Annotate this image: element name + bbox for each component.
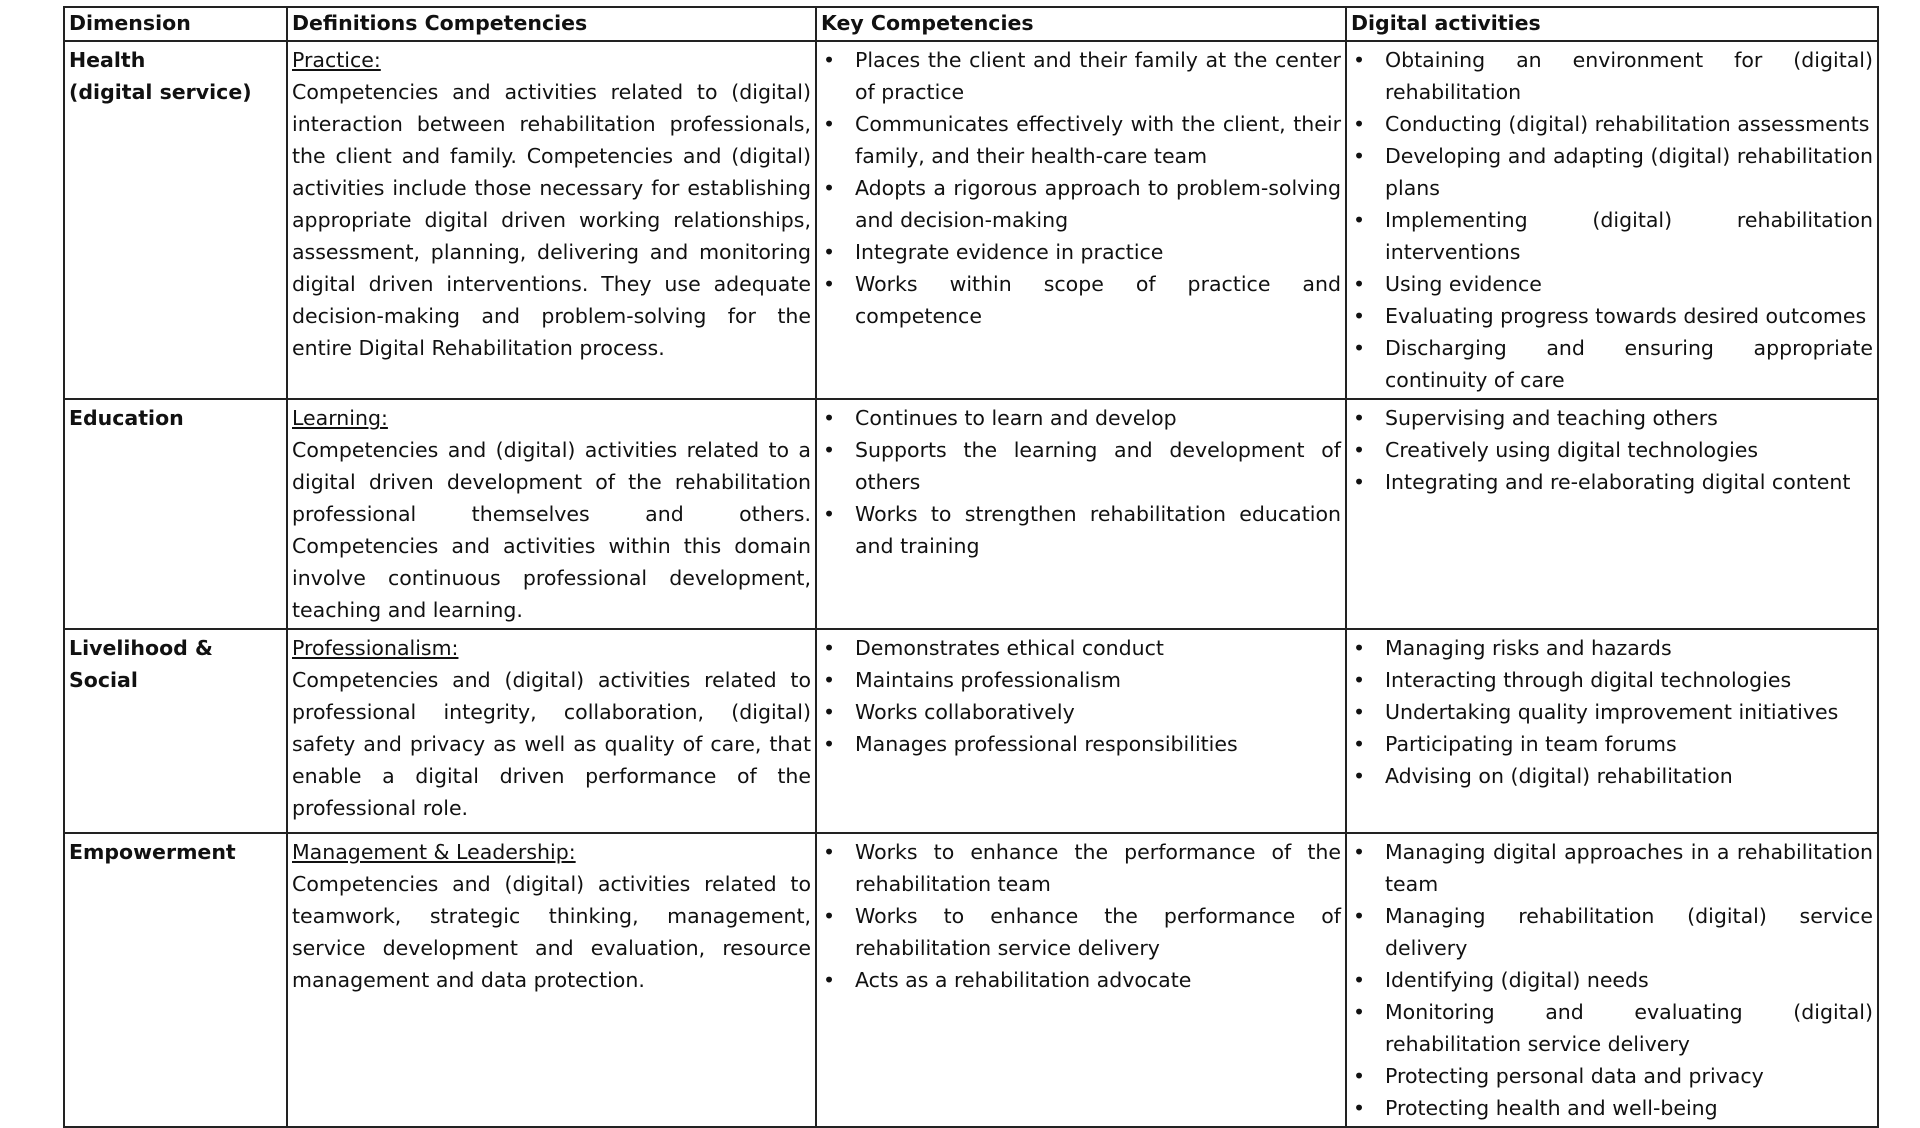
dimension-sublabel: (digital service)	[69, 80, 252, 104]
definition-cell	[287, 833, 816, 1127]
definition-text: Competencies and (digital) activities related to a digital driven development of the rehabilitation professional themselves and others. Competencies and activities within this domain involve continuous professional development, teaching and learning.	[292, 438, 811, 622]
list-item: • Participating in team forums	[1351, 728, 1873, 760]
list-item: • Protecting health and well-being	[1351, 1092, 1873, 1124]
row-education	[64, 399, 1878, 629]
list-item: • Identifying (digital) needs	[1351, 964, 1873, 996]
definition-text: Competencies and (digital) activities related to professional integrity, collaboration, (digital) safety and privacy as well as quality of care, that enable a digital driven performance of the professional role.	[292, 668, 811, 820]
definition-text: Competencies and (digital) activities related to teamwork, strategic thinking, management, service development and evaluation, resource management and data protection.	[292, 872, 811, 992]
list-item: • Demonstrates ethical conduct	[821, 632, 1341, 664]
list-item: • Continues to learn and develop	[821, 402, 1341, 434]
header-definitions: Definitions Competencies	[287, 7, 816, 41]
list-item: • Protecting personal data and privacy	[1351, 1060, 1873, 1092]
digital-activities-cell	[1346, 41, 1878, 399]
definition-title: Management & Leadership:	[292, 840, 576, 864]
row-health	[64, 41, 1878, 399]
definition-cell	[287, 399, 816, 629]
list-item: • Communicates effectively with the client, their family, and their health-care team	[821, 108, 1341, 172]
list-item: • Undertaking quality improvement initiatives	[1351, 696, 1873, 728]
list-item: • Works collaboratively	[821, 696, 1341, 728]
list-item: • Discharging and ensuring appropriate continuity of care	[1351, 332, 1873, 396]
list-item: • Evaluating progress towards desired outcomes	[1351, 300, 1873, 332]
definition-cell	[287, 41, 816, 399]
list-item: • Implementing (digital) rehabilitation interventions	[1351, 204, 1873, 268]
definition-cell	[287, 629, 816, 833]
list-item: • Managing rehabilitation (digital) service delivery	[1351, 900, 1873, 964]
dimension-cell	[64, 833, 287, 1127]
key-competencies-cell	[816, 41, 1346, 399]
list-item: • Adopts a rigorous approach to problem-solving and decision-making	[821, 172, 1341, 236]
list-item: • Advising on (digital) rehabilitation	[1351, 760, 1873, 792]
list-item: • Supervising and teaching others	[1351, 402, 1873, 434]
definition-title: Professionalism:	[292, 636, 459, 660]
list-item: • Manages professional responsibilities	[821, 728, 1341, 760]
list-item: • Acts as a rehabilitation advocate	[821, 964, 1341, 996]
dimension-cell	[64, 629, 287, 833]
header-row	[64, 7, 1878, 41]
key-competencies-cell	[816, 629, 1346, 833]
list-item: • Conducting (digital) rehabilitation assessments	[1351, 108, 1873, 140]
competencies-table	[63, 6, 1879, 1128]
header-digital-activities: Digital activities	[1346, 7, 1878, 41]
digital-activities-cell	[1346, 629, 1878, 833]
list-item: • Interacting through digital technologies	[1351, 664, 1873, 696]
dimension-label: Empowerment	[69, 840, 236, 864]
dimension-cell	[64, 399, 287, 629]
definition-text: Competencies and activities related to (digital) interaction between rehabilitation professionals, the client and family. Competencies and (digital) activities include those necessary for establishing appropriate digital driven working relationships, assessment, planning, delivering and monitoring digital driven interventions. They use adequate decision-making and problem-solving for the entire Digital Rehabilitation process.	[292, 80, 811, 360]
header-key-competencies: Key Competencies	[816, 7, 1346, 41]
list-item: • Works to enhance the performance of the rehabilitation team	[821, 836, 1341, 900]
definition-title: Practice:	[292, 48, 381, 72]
dimension-label: Livelihood & Social	[69, 636, 213, 692]
list-item: • Integrate evidence in practice	[821, 236, 1341, 268]
key-competencies-cell	[816, 399, 1346, 629]
key-competencies-cell	[816, 833, 1346, 1127]
row-livelihood-social	[64, 629, 1878, 833]
list-item: • Creatively using digital technologies	[1351, 434, 1873, 466]
list-item: • Using evidence	[1351, 268, 1873, 300]
row-empowerment	[64, 833, 1878, 1127]
digital-activities-cell	[1346, 399, 1878, 629]
list-item: • Maintains professionalism	[821, 664, 1341, 696]
list-item: • Works to enhance the performance of rehabilitation service delivery	[821, 900, 1341, 964]
dimension-cell	[64, 41, 287, 399]
digital-activities-cell	[1346, 833, 1878, 1127]
list-item: • Works within scope of practice and competence	[821, 268, 1341, 332]
list-item: • Works to strengthen rehabilitation education and training	[821, 498, 1341, 562]
list-item: • Places the client and their family at the center of practice	[821, 44, 1341, 108]
list-item: • Supports the learning and development of others	[821, 434, 1341, 498]
list-item: • Integrating and re-elaborating digital content	[1351, 466, 1873, 498]
dimension-label: Health	[69, 48, 146, 72]
list-item: • Managing digital approaches in a rehabilitation team	[1351, 836, 1873, 900]
definition-title: Learning:	[292, 406, 388, 430]
list-item: • Developing and adapting (digital) rehabilitation plans	[1351, 140, 1873, 204]
header-dimension: Dimension	[64, 7, 287, 41]
dimension-label: Education	[69, 406, 184, 430]
list-item: • Managing risks and hazards	[1351, 632, 1873, 664]
list-item: • Monitoring and evaluating (digital) rehabilitation service delivery	[1351, 996, 1873, 1060]
list-item: • Obtaining an environment for (digital) rehabilitation	[1351, 44, 1873, 108]
